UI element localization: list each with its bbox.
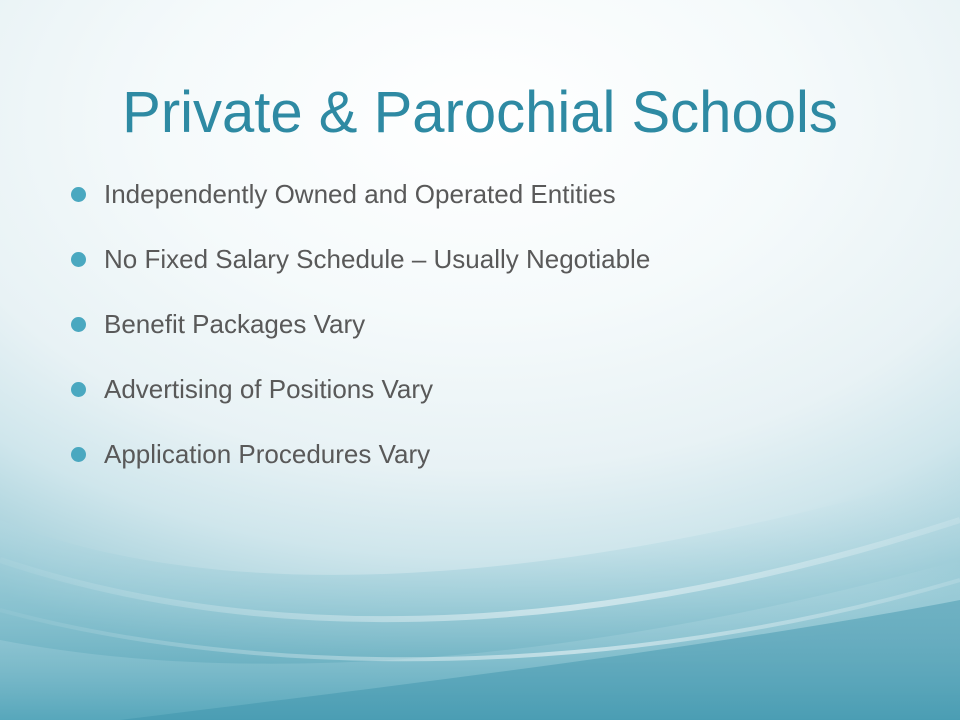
bullet-text: Application Procedures Vary bbox=[104, 439, 431, 469]
bullet-item bbox=[70, 432, 650, 476]
bullet-text: Independently Owned and Operated Entities bbox=[104, 179, 616, 209]
bullet-item bbox=[70, 367, 650, 411]
bullet-dot-icon bbox=[71, 317, 86, 332]
bullet-dot-icon bbox=[71, 382, 86, 397]
slide-title: Private & Parochial Schools bbox=[122, 80, 838, 145]
bullet-dot-icon bbox=[71, 252, 86, 267]
bullet-dot-icon bbox=[71, 447, 86, 462]
bullet-item bbox=[70, 172, 650, 216]
bullet-list bbox=[70, 172, 650, 497]
bullet-dot-icon bbox=[71, 187, 86, 202]
bullet-text: Advertising of Positions Vary bbox=[104, 374, 433, 404]
bullet-item bbox=[70, 302, 650, 346]
bullet-text: No Fixed Salary Schedule – Usually Negotiable bbox=[104, 244, 651, 274]
bullet-text: Benefit Packages Vary bbox=[104, 309, 366, 339]
bullet-item bbox=[70, 237, 650, 281]
